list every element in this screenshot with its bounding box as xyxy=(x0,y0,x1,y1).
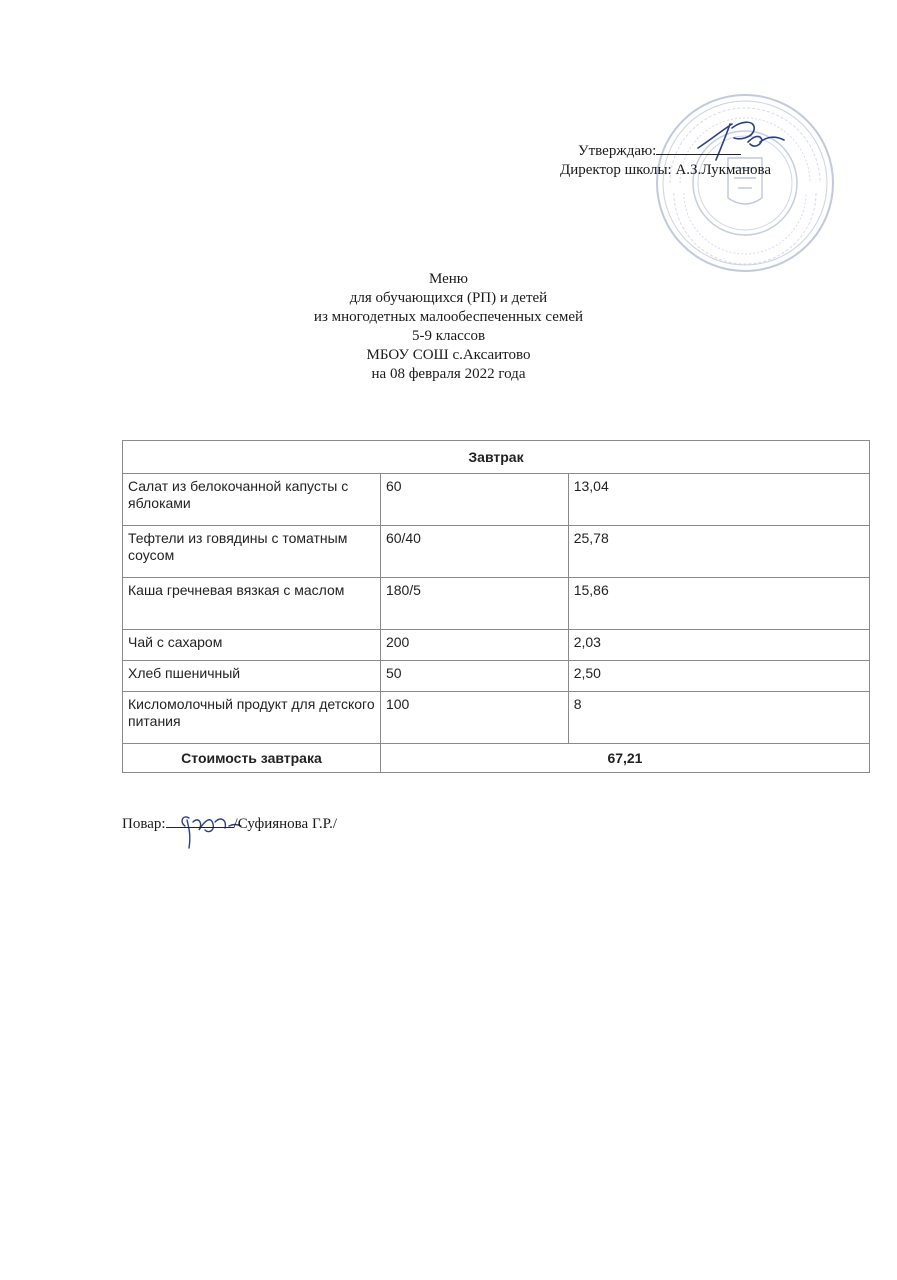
title-line-grades: 5-9 классов xyxy=(411,328,486,344)
dish-name: Каша гречневая вязкая с маслом xyxy=(123,578,381,630)
table-row xyxy=(123,630,870,661)
menu-table xyxy=(122,440,870,773)
title-line-menu: Меню xyxy=(428,271,469,287)
dish-name: Тефтели из говядины с томатным соусом xyxy=(123,526,381,578)
dish-name: Кисломолочный продукт для детского питания xyxy=(123,692,381,744)
table-row xyxy=(123,692,870,744)
cook-signature-blank xyxy=(166,815,234,828)
title-line-families: из многодетных малообеспеченных семей xyxy=(313,309,584,325)
total-row xyxy=(123,744,870,773)
cook-line xyxy=(122,815,337,834)
dish-price: 2,50 xyxy=(568,661,869,692)
signature-blank-line xyxy=(656,142,741,155)
approval-block xyxy=(560,142,880,180)
total-value: 67,21 xyxy=(380,744,869,773)
total-label: Стоимость завтрака xyxy=(123,744,381,773)
dish-price: 15,86 xyxy=(568,578,869,630)
table-row xyxy=(123,474,870,526)
dish-price: 13,04 xyxy=(568,474,869,526)
dish-name: Чай с сахаром xyxy=(123,630,381,661)
approval-line xyxy=(560,142,880,161)
dish-portion: 60/40 xyxy=(380,526,568,578)
section-title: Завтрак xyxy=(123,441,870,474)
dish-portion: 100 xyxy=(380,692,568,744)
dish-name: Хлеб пшеничный xyxy=(123,661,381,692)
approve-label: Утверждаю: xyxy=(578,143,657,159)
dish-name: Салат из белокочанной капусты с яблоками xyxy=(123,474,381,526)
table-row xyxy=(123,578,870,630)
title-line-date: на 08 февраля 2022 года xyxy=(371,366,526,382)
section-header-row xyxy=(123,441,870,474)
dish-portion: 50 xyxy=(380,661,568,692)
dish-portion: 180/5 xyxy=(380,578,568,630)
cook-name: /Суфиянова Г.Р./ xyxy=(233,816,338,832)
dish-portion: 60 xyxy=(380,474,568,526)
table-row xyxy=(123,526,870,578)
dish-price: 25,78 xyxy=(568,526,869,578)
dish-price: 2,03 xyxy=(568,630,869,661)
director-line: Директор школы: А.З.Лукманова xyxy=(560,162,772,178)
title-line-audience: для обучающихся (РП) и детей xyxy=(349,290,548,306)
cook-label: Повар: xyxy=(122,816,166,832)
document-title xyxy=(0,270,897,384)
table-row xyxy=(123,661,870,692)
dish-price: 8 xyxy=(568,692,869,744)
title-line-school: МБОУ СОШ с.Аксаитово xyxy=(366,347,531,363)
dish-portion: 200 xyxy=(380,630,568,661)
